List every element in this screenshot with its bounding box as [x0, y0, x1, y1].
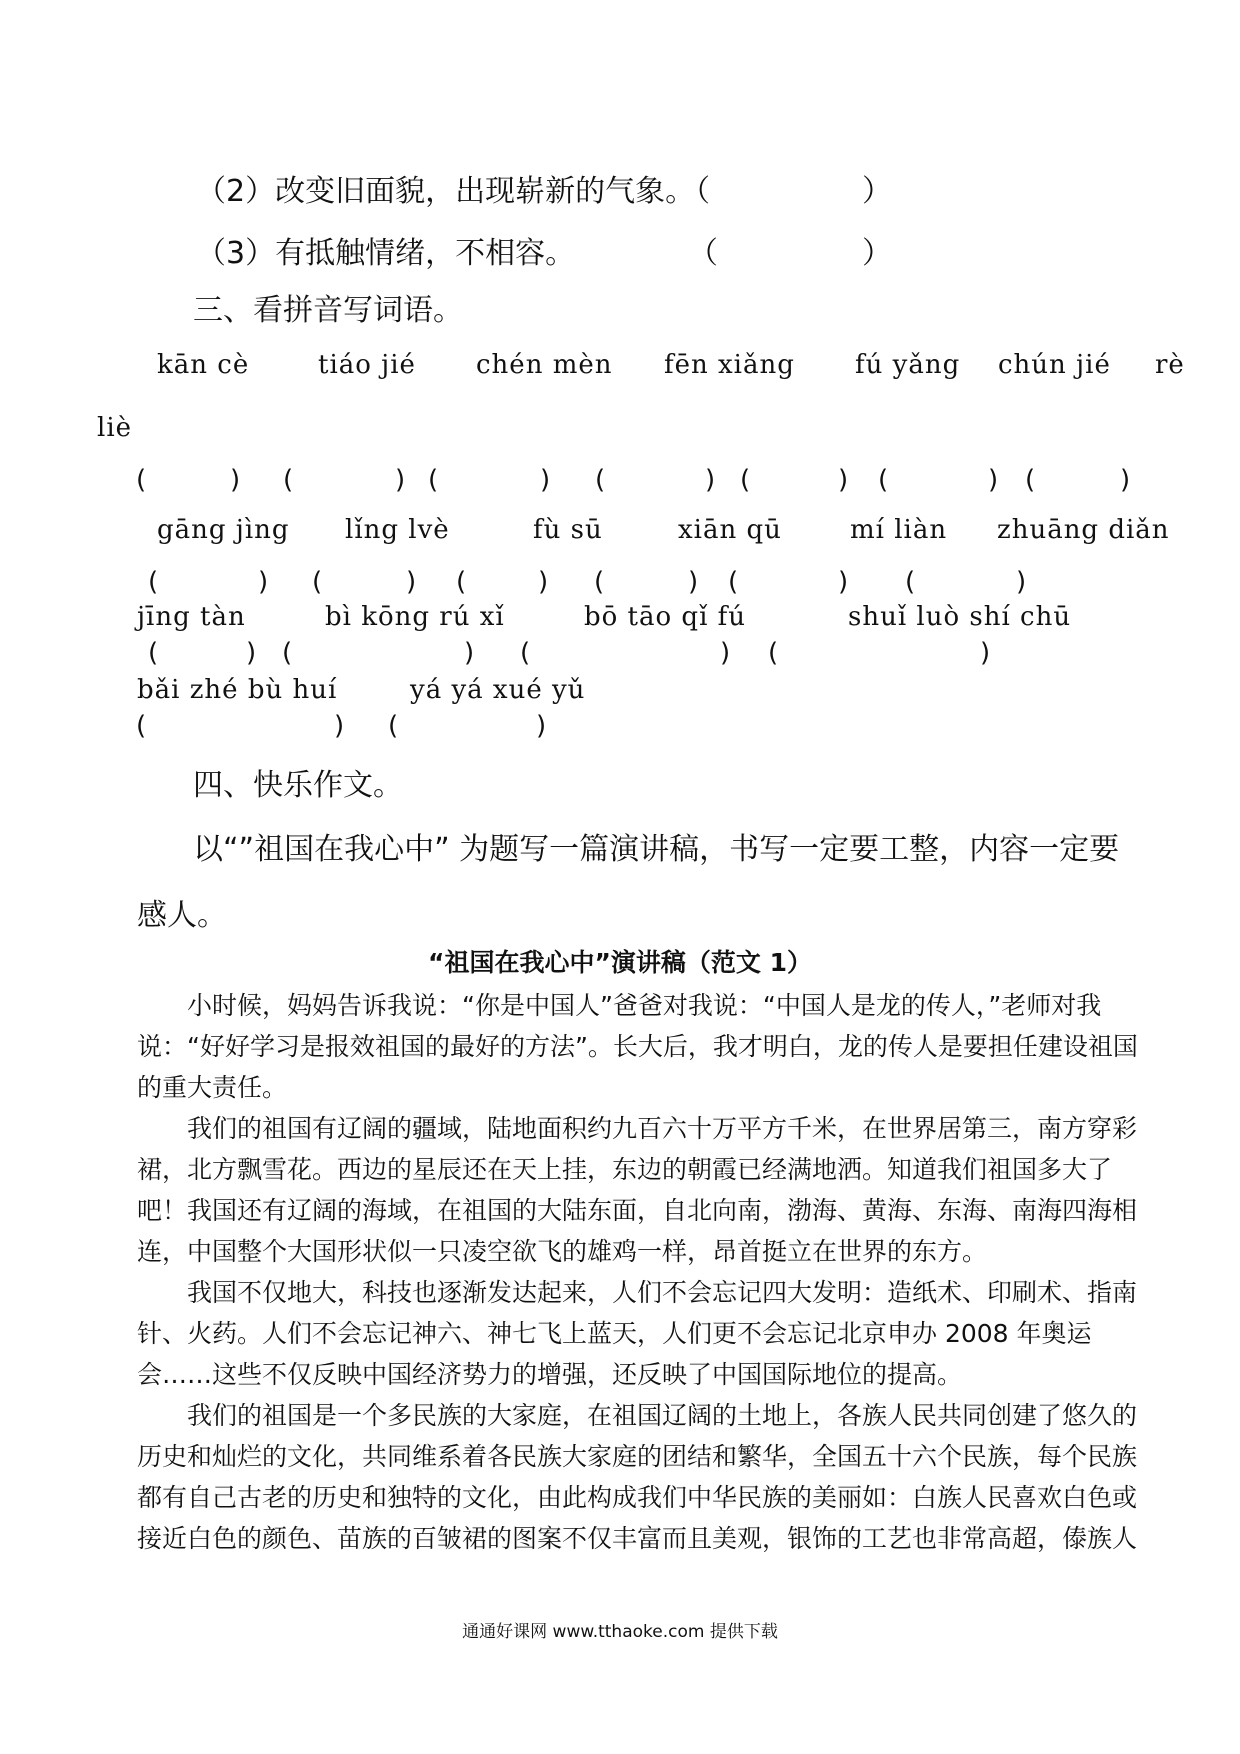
- answer-box-2-6-open[interactable]: (: [905, 567, 916, 597]
- pinyin-r1-1: kān cè: [157, 350, 250, 380]
- question-2-text: （2）改变旧面貌，出现崭新的气象。（: [196, 174, 711, 209]
- pinyin-r1-wrap: liè: [97, 413, 133, 443]
- answer-box-1-3-open[interactable]: (: [428, 465, 439, 495]
- answer-box-2-3-close: ): [538, 567, 549, 597]
- essay-paragraph-1: 小时候，妈妈告诉我说：“你是中国人”爸爸对我说：“中国人是龙的传人，”老师对我说：“好好学习是报效祖国的最好的方法”。长大后，我才明白，龙的传人是要担任建设祖国的重大责任。: [137, 991, 1138, 1102]
- pinyin-r1-6: chún jié: [998, 350, 1111, 380]
- pinyin-r4-2: yá yá xué yǔ: [410, 675, 586, 705]
- answer-box-1-4-open[interactable]: (: [595, 465, 606, 495]
- answer-box-1-3-close: ): [540, 465, 551, 495]
- pinyin-r3-2: bì kōng rú xǐ: [325, 602, 505, 632]
- answer-box-2-5-close: ): [838, 567, 849, 597]
- answer-box-2-4-open[interactable]: (: [594, 567, 605, 597]
- pinyin-r1-2: tiáo jié: [318, 350, 416, 380]
- answer-box-3-3-open[interactable]: (: [520, 638, 531, 668]
- answer-box-3-4-open[interactable]: (: [768, 638, 779, 668]
- question-2-close: ）: [862, 174, 892, 209]
- pinyin-r2-2: lǐng lvè: [345, 515, 450, 545]
- answer-box-3-2-open[interactable]: (: [282, 638, 293, 668]
- pinyin-r1-4: fēn xiǎng: [664, 350, 795, 380]
- answer-box-3-3-close: ): [720, 638, 731, 668]
- answer-box-2-4-close: ): [688, 567, 699, 597]
- essay-prompt-line-1: 以“”祖国在我心中” 为题写一篇演讲稿，书写一定要工整，内容一定要: [193, 832, 1120, 867]
- pinyin-r1-3: chén mèn: [476, 350, 613, 380]
- question-3-open: （: [688, 236, 718, 271]
- answer-box-4-1-open[interactable]: (: [136, 711, 147, 741]
- pinyin-r3-4: shuǐ luò shí chū: [848, 602, 1072, 632]
- answer-box-2-2-close: ): [406, 567, 417, 597]
- answer-box-3-4-close: ): [980, 638, 991, 668]
- answer-box-1-5-close: ): [838, 465, 849, 495]
- answer-box-1-4-close: ): [705, 465, 716, 495]
- essay-paragraph-2: 我们的祖国有辽阔的疆域，陆地面积约九百六十万平方千米，在世界居第三，南方穿彩裙，北方飘雪花。西边的星辰还在天上挂，东边的朝霞已经满地洒。知道我们祖国多大了吧！我国还有辽阔的海域，在祖国的大陆东面，自北向南，渤海、黄海、东海、南海四海相连，中国整个大国形状似一只凌空欲飞的雄鸡一样，昂首挺立在世界的东方。: [137, 1114, 1138, 1266]
- answer-box-1-7-close: ): [1120, 465, 1131, 495]
- question-2: [196, 166, 710, 210]
- pinyin-r2-6: zhuāng diǎn: [997, 515, 1170, 545]
- essay-paragraph-4: 我们的祖国是一个多民族的大家庭，在祖国辽阔的土地上，各族人民共同创建了悠久的历史和灿烂的文化，共同维系着各民族大家庭的团结和繁华，全国五十六个民族，每个民族都有自己古老的历史和独特的文化，由此构成我们中华民族的美丽如：白族人民喜欢白色或接近白色的颜色、苗族的百皱裙的图案不仅丰富而且美观，银饰的工艺也非常高超，傣族人: [137, 1401, 1138, 1553]
- essay-paragraph-3: 我国不仅地大，科技也逐渐发达起来，人们不会忘记四大发明：造纸术、印刷术、指南针、火药。人们不会忘记神六、神七飞上蓝天，人们更不会忘记北京申办 2008 年奥运会……这些不仅反映中国经济势力的增强，还反映了中国国际地位的提高。: [137, 1278, 1138, 1389]
- answer-box-1-7-open[interactable]: (: [1025, 465, 1036, 495]
- section-4-title: 四、快乐作文。: [193, 768, 403, 803]
- answer-box-1-2-open[interactable]: (: [283, 465, 294, 495]
- pinyin-r3-3: bō tāo qǐ fú: [584, 602, 747, 632]
- question-3-text: （3）有抵触情绪，不相容。: [196, 236, 576, 271]
- answer-box-2-1-open[interactable]: (: [148, 567, 159, 597]
- answer-box-1-5-open[interactable]: (: [740, 465, 751, 495]
- footer-source: 通通好课网 www.tthaoke.com 提供下载: [462, 1622, 778, 1642]
- pinyin-r1-7: rè: [1155, 350, 1185, 380]
- pinyin-r1-5: fú yǎng: [855, 350, 961, 380]
- essay-title: “祖国在我心中”演讲稿（范文 1）: [428, 948, 812, 977]
- answer-box-2-3-open[interactable]: (: [456, 567, 467, 597]
- answer-box-2-5-open[interactable]: (: [728, 567, 739, 597]
- pinyin-r2-5: mí liàn: [850, 515, 948, 545]
- answer-box-2-1-close: ): [258, 567, 269, 597]
- section-3-title: 三、看拼音写词语。: [193, 293, 463, 328]
- answer-box-4-1-close: ): [334, 711, 345, 741]
- answer-box-2-6-close: ): [1016, 567, 1027, 597]
- answer-box-3-2-close: ): [464, 638, 475, 668]
- answer-box-2-2-open[interactable]: (: [312, 567, 323, 597]
- pinyin-r3-1: jīng tàn: [137, 602, 246, 632]
- essay-prompt-line-2: 感人。: [137, 898, 227, 933]
- pinyin-r4-1: bǎi zhé bù huí: [137, 675, 338, 705]
- answer-box-1-6-open[interactable]: (: [878, 465, 889, 495]
- answer-box-1-2-close: ): [395, 465, 406, 495]
- question-3-close: ）: [862, 236, 892, 271]
- answer-box-3-1-close: ): [246, 638, 257, 668]
- pinyin-r2-3: fù sū: [533, 515, 603, 545]
- pinyin-r2-1: gāng jìng: [157, 515, 290, 545]
- answer-box-4-2-open[interactable]: (: [388, 711, 399, 741]
- answer-box-3-1-open[interactable]: (: [148, 638, 159, 668]
- answer-box-4-2-close: ): [536, 711, 547, 741]
- pinyin-r2-4: xiān qū: [678, 515, 782, 545]
- answer-box-1-6-close: ): [988, 465, 999, 495]
- answer-box-1-1-open[interactable]: (: [136, 465, 147, 495]
- answer-box-1-1-close: ): [230, 465, 241, 495]
